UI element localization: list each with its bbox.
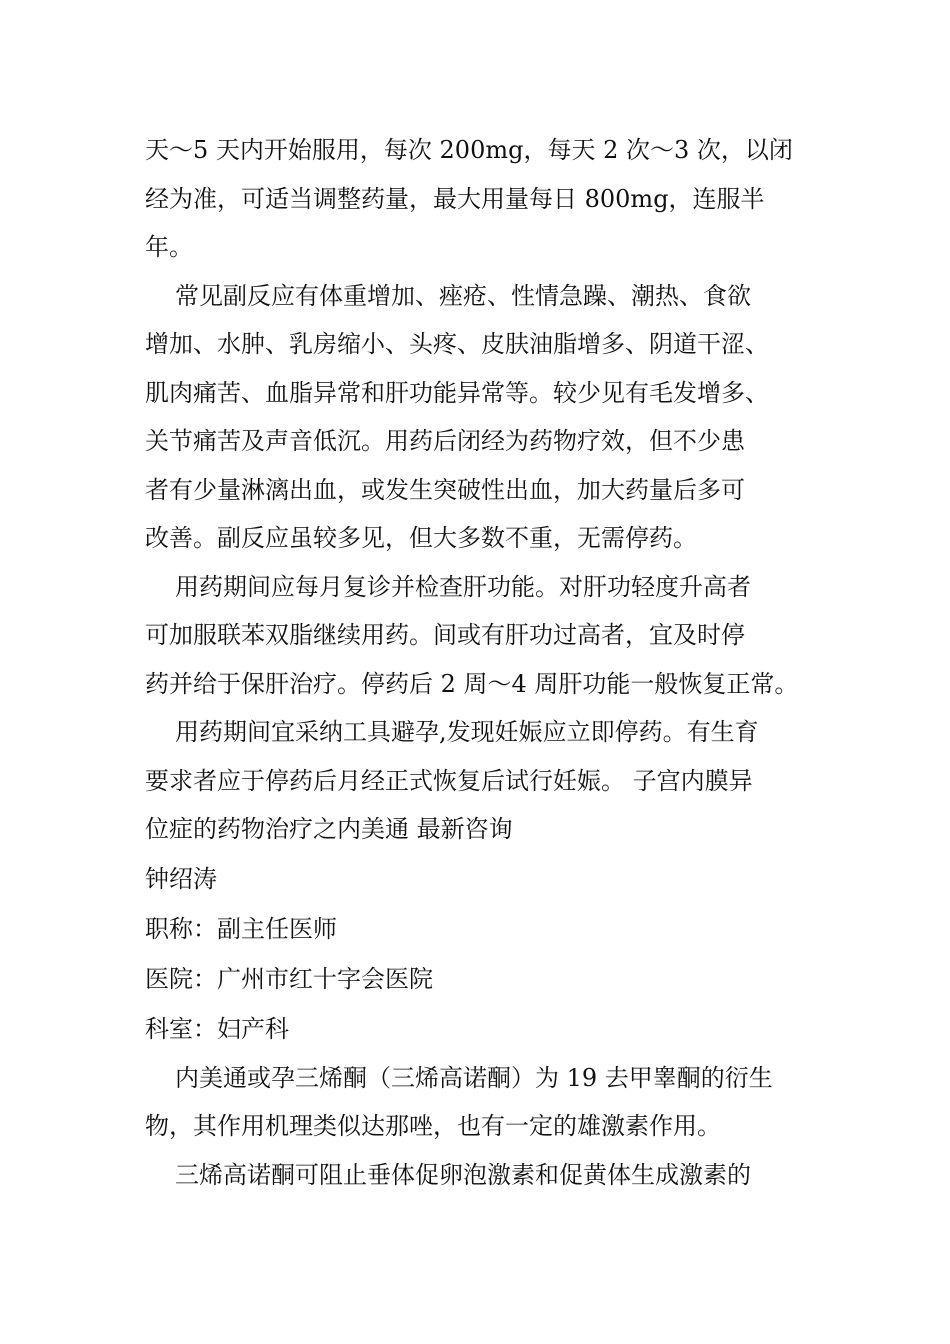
document-page [145,126,825,1199]
text-line: 常见副反应有体重增加、痤疮、性情急躁、潮热、食欲 [175,281,751,310]
doctor-hospital: 医院：广州市红十字会医院 [145,964,433,993]
paragraph-gestrinone [145,1151,825,1200]
text-line: 肌肉痛苦、血脂异常和肝功能异常等。较少见有毛发增多、 [145,378,769,407]
text-line: 天～5 天内开始服用，每次 200mg，每天 2 次～3 次，以闭 [145,136,793,164]
paragraph-contraception [145,708,825,854]
text-line: 经为准，可适当调整药量，最大用量每日 800mg，连服半 [145,184,765,213]
text-line: 增加、水肿、乳房缩小、头疼、皮肤油脂增多、阴道干涩、 [145,330,769,358]
paragraph-dosage [145,126,825,272]
doctor-title: 职称：副主任医师 [145,914,337,943]
text-line: 者有少量淋漓出血，或发生突破性出血，加大药量后多可 [145,475,745,504]
text-line: 用药期间应每月复诊并检查肝功能。对肝功轻度升高者 [175,572,751,601]
text-line: 内美通或孕三烯酮（三烯高诺酮）为 19 去甲睾酮的衍生 [175,1063,773,1092]
paragraph-liver-check [145,563,825,709]
text-line: 可加服联苯双脂继续用药。间或有肝功过高者，宜及时停 [145,621,745,649]
text-line: 三烯高诺酮可阻止垂体促卵泡激素和促黄体生成激素的 [175,1160,751,1189]
text-line: 关节痛苦及声音低沉。用药后闭经为药物疗效，但不少患 [145,427,745,455]
text-line: 物，其作用机理类似达那唑，也有一定的雄激素作用。 [145,1112,721,1140]
paragraph-side-effects [145,272,825,563]
text-line: 改善。副反应虽较多见，但大多数不重，无需停药。 [145,524,697,552]
text-line: 用药期间宜采纳工具避孕,发现妊娠应立即停药。有生育 [175,718,759,746]
text-line: 位症的药物治疗之内美通 最新咨询 [145,815,513,843]
text-line: 药并给于保肝治疗。停药后 2 周～4 周肝功能一般恢复正常。 [145,669,799,698]
doctor-department: 科室：妇产科 [145,1014,289,1043]
doctor-name: 钟绍涛 [145,864,217,893]
text-line: 年。 [145,233,193,261]
paragraph-mechanism [145,1054,825,1151]
text-line: 要求者应于停药后月经正式恢复后试行妊娠。 子宫内膜异 [145,766,753,795]
